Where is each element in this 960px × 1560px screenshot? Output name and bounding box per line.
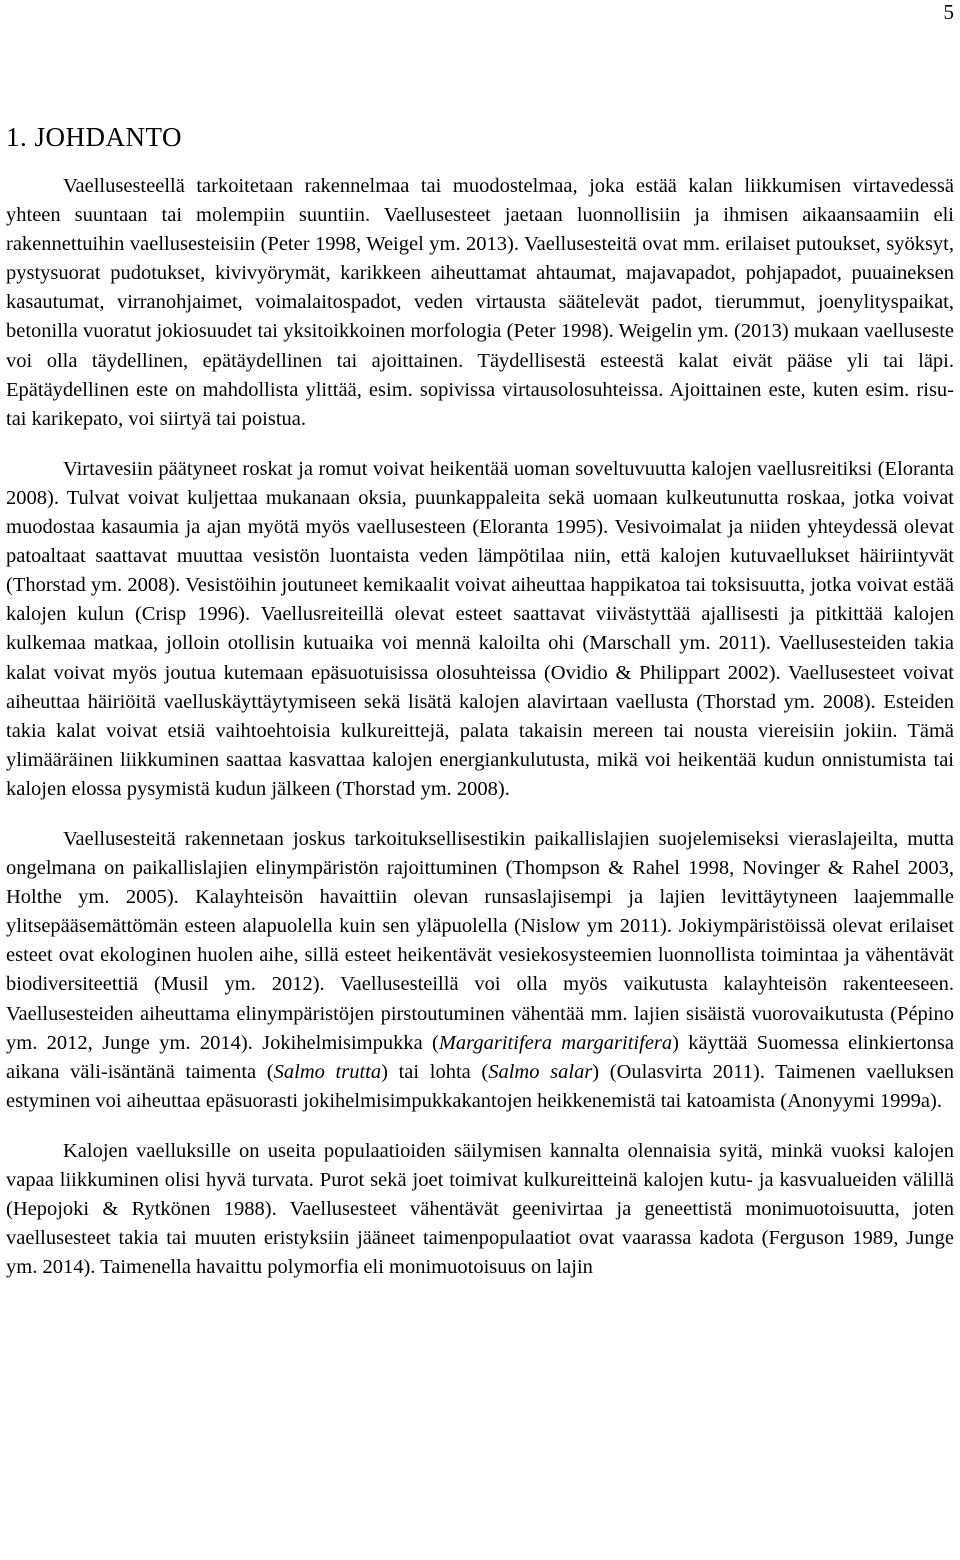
paragraph-3-text-cont: ) käyttää Suomessa elinkiertonsa aikana väli-isäntänä taimenta ( (6, 1031, 954, 1083)
section-heading: 1. JOHDANTO (6, 122, 183, 152)
paragraph-1-text: Vaellusesteellä tarkoitetaan rakennelmaa tai muodostelmaa, joka estää kalan liikkumisen virtavedessä yhteen suuntaan tai molempiin suuntiin. Vaellusesteet jaetaan luonnollisiin ja ihmisen aikaansaamiin eli rakennettuihin vaellusesteisiin (Peter 1998, Weigel ym. 2013). Vaellusesteitä ovat mm. erilaiset putoukset, syöksyt, pystysuorat pudotukset, kivivyörymät, karikkeen aiheuttamat ahtaumat, majavapadot, pohjapadot, puuaineksen kasautumat, virranohjaimet, voimalaitospadot, veden virtausta säätelevät padot, tierummut, joenylityspaikat, betonilla vuoratut jokiosuudet tai yksitoikkoinen morfologia (Peter 1998). Weigelin ym. (2013) mukaan vaelluseste voi olla täydellinen, epätäydellinen tai ajoittainen. Täydellisestä esteestä kalat eivät pääse yli tai läpi. Epätäydellinen este on mahdollista ylittää, esim. sopivissa virtausolosuhteissa. Ajoittainen este, kuten esim. risu- tai karikepato, voi siirtyä tai poistua. (6, 175, 954, 430)
species-name-margaritifera: Margaritifera margaritifera (438, 1031, 673, 1054)
paragraph-4 (6, 1137, 954, 1282)
paragraph-1 (6, 172, 954, 434)
body-text (6, 172, 954, 1282)
paragraph-2 (6, 455, 954, 804)
paragraph-3-text-end: ) (Oulasvirta 2011). Taimenen vaelluksen estyminen voi aiheuttaa epäsuorasti jokihelmisimpukkakantojen heikkenemistä tai katoamista (Anonyymi 1999a). (6, 1060, 954, 1112)
paragraph-3-text: Vaellusesteitä rakennetaan joskus tarkoituksellisestikin paikallislajien suojelemiseksi vieraslajeilta, mutta ongelmana on paikallislajien elinympäristön rajoittuminen (Thompson & Rahel 1998, Novinger & Rahel 2003, Holthe ym. 2005). Kalayhteisön havaittiin olevan runsaslajisempi ja lajien levittäytyneen laajemmalle ylitsepääsemättömän esteen alapuolella kuin sen yläpuolella (Nislow ym 2011). Jokiympäristöissä olevat erilaiset esteet ovat ekologinen huolen aihe, sillä esteet heikentävät vesiekosysteemien luonnollista toimintaa ja vähentävät biodiversiteettiä (Musil ym. 2012). Vaellusesteillä voi olla myös vaikutusta kalayhteisön rakenteeseen. Vaellusesteiden aiheuttama elinympäristöjen pirstoutuminen vähentää mm. lajien sisäistä vuorovaikutusta (Pépino ym. 2012, Junge ym. 2014). Jokihelmisimpukka ( (6, 827, 954, 1054)
paragraph-3 (6, 825, 954, 1116)
species-name-salmo-salar: Salmo salar (488, 1060, 593, 1083)
paragraph-2-text: Virtavesiin päätyneet roskat ja romut voivat heikentää uoman soveltuvuutta kalojen vaellusreitiksi (Eloranta 2008). Tulvat voivat kuljettaa mukanaan oksia, puunkappaleita sekä uomaan kulkeutunutta roskaa, jotka voivat muodostaa kasaumia ja ajan myötä myös vaellusesteen (Eloranta 1995). Vesivoimalat ja niiden yhteydessä olevat patoaltaat saattavat muuttaa vesistön luontaista veden lämpötilaa niin, että kalojen kutuvaellukset häiriintyvät (Thorstad ym. 2008). Vesistöihin joutuneet kemikaalit voivat aiheuttaa happikatoa tai toksisuutta, jotka voivat estää kalojen kulun (Crisp 1996). Vaellusreiteillä olevat esteet saattavat viivästyttää ajallisesti ja pitkittää kalojen kulkemaa matkaa, jolloin otollisin kutuaika voi mennä kaloilta ohi (Marschall ym. 2011). Vaellusesteiden takia kalat voivat myös joutua kutemaan epäsuotuisissa olosuhteissa (Ovidio & Philippart 2002). Vaellusesteet voivat aiheuttaa häiriöitä vaelluskäyttäytymiseen sekä lisätä kalojen alavirtaan vaellusta (Thorstad ym. 2008). Esteiden takia kalat voivat etsiä vaihtoehtoisia kulkureittejä, palata takaisin mereen tai nousta viereisiin jokiin. Tämä ylimääräinen liikkuminen saattaa kasvattaa kalojen energiankulutusta, mikä voi heikentää kudun onnistumista tai kalojen elossa pysymistä kudun jälkeen (Thorstad ym. 2008). (6, 457, 954, 800)
paragraph-4-text: Kalojen vaelluksille on useita populaatioiden säilymisen kannalta olennaisia syitä, minkä vuoksi kalojen vapaa liikkuminen olisi hyvä turvata. Purot sekä joet toimivat kulkureitteinä kalojen kutu- ja kasvualueiden välillä (Hepojoki & Rytkönen 1988). Vaellusesteet vähentävät geenivirtaa ja geneettistä monimuotoisuutta, joten vaellusesteet takia tai muuten eristyksiin jääneet taimenpopulaatiot ovat vaarassa kadota (Ferguson 1989, Junge ym. 2014). Taimenella havaittu polymorfia eli monimuotoisuus on lajin (6, 1139, 954, 1279)
species-name-salmo-trutta: Salmo trutta (273, 1060, 382, 1083)
page-number: 5 (943, 0, 954, 24)
paragraph-3-text-cont: ) tai lohta ( (381, 1060, 489, 1083)
